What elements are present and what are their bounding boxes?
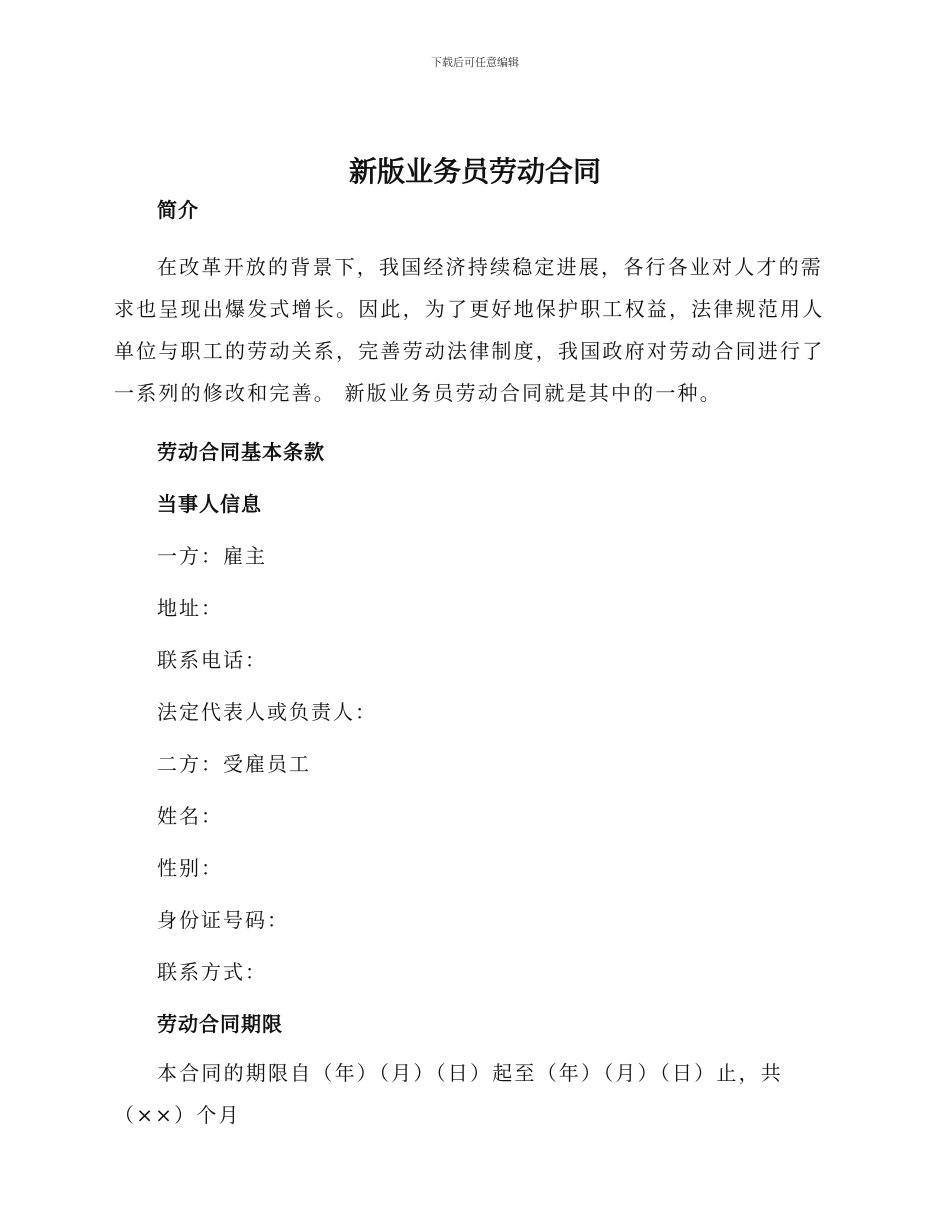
intro-paragraph: 在改革开放的背景下，我国经济持续稳定进展，各行各业对人才的需求也呈现出爆发式增长。因此，为了更好地保护职工权益，法律规范用人单位与职工的劳动关系，完善劳动法律制度，我国政府对劳动合同进行了一系列的修改和完善。 新版业务员劳动合同就是其中的一种。 [114, 255, 825, 405]
spacer [114, 986, 834, 1010]
legal-rep-line: 法定代表人或负责人： [157, 700, 377, 724]
spacer [114, 466, 834, 490]
spacer [114, 778, 834, 802]
parties-heading: 当事人信息 [157, 492, 262, 516]
spacer [114, 1038, 834, 1052]
spacer [114, 414, 834, 438]
gender-line: 性别： [157, 856, 223, 880]
spacer [114, 674, 834, 698]
header-note: 下载后可任意编辑 [431, 56, 519, 69]
spacer [114, 882, 834, 906]
document-title: 新版业务员劳动合同 [348, 155, 601, 188]
id-number-line: 身份证号码： [157, 908, 289, 932]
spacer [114, 830, 834, 854]
document-body [114, 196, 834, 1136]
basic-terms-heading: 劳动合同基本条款 [157, 440, 325, 464]
intro-heading: 简介 [157, 198, 199, 222]
spacer [114, 518, 834, 542]
contact-line: 联系方式： [157, 960, 267, 984]
address-line: 地址： [157, 596, 223, 620]
party-b-line: 二方：受雇员工 [157, 752, 311, 776]
name-line: 姓名： [157, 804, 223, 828]
term-paragraph: 本合同的期限自（年）（月）（日）起至（年）（月）（日）止，共（××）个月 [114, 1061, 783, 1127]
phone-line: 联系电话： [157, 648, 267, 672]
party-a-line: 一方：雇主 [157, 544, 267, 568]
spacer [114, 934, 834, 958]
spacer [114, 224, 834, 246]
spacer [114, 726, 834, 750]
term-heading: 劳动合同期限 [157, 1012, 283, 1036]
spacer [114, 622, 834, 646]
spacer [114, 570, 834, 594]
